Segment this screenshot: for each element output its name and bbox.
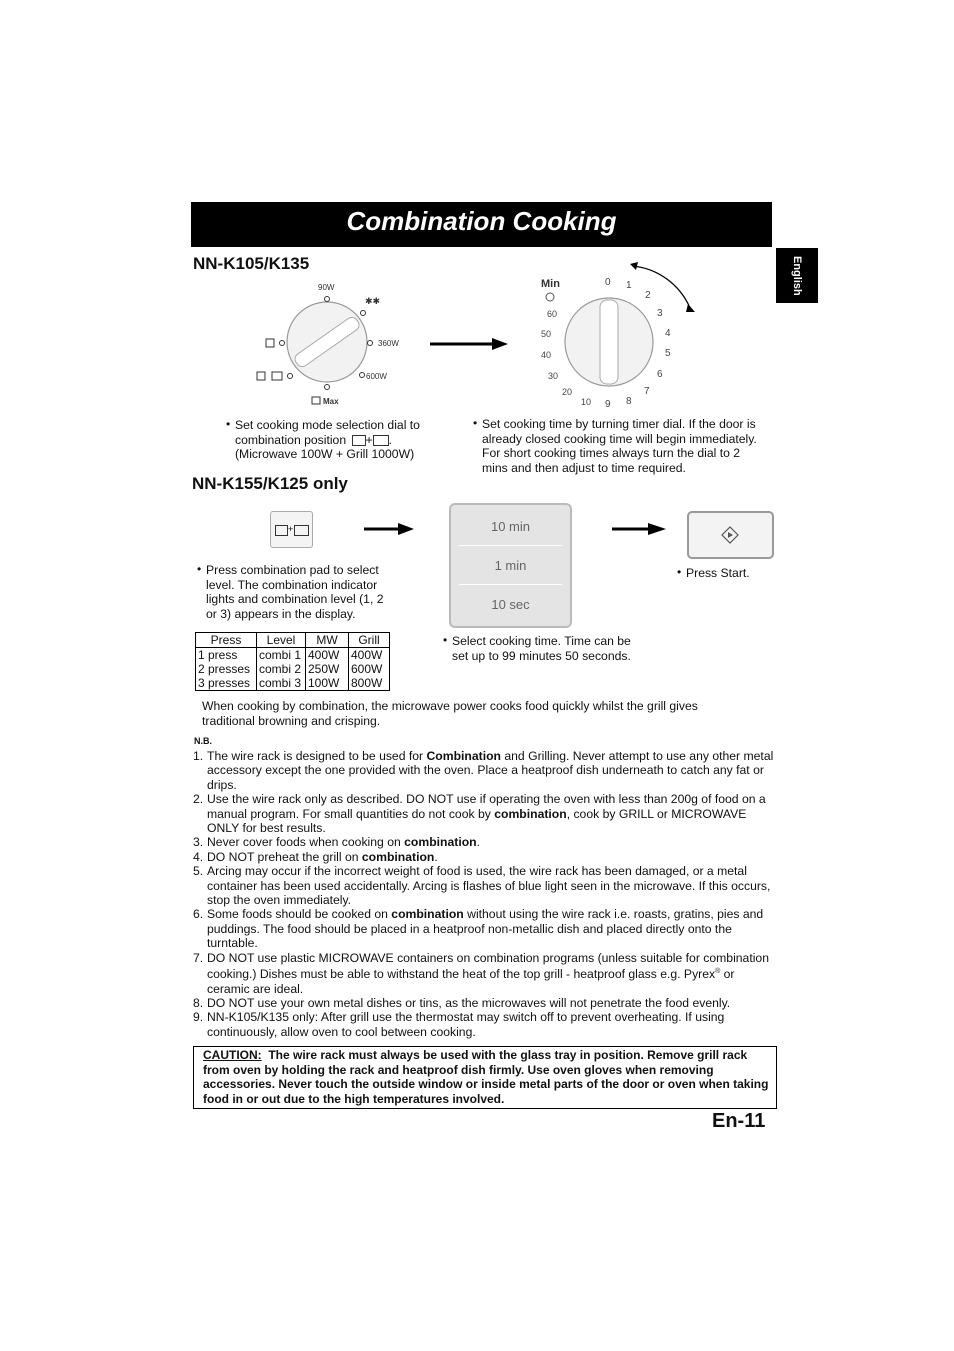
timer-number: 60: [547, 309, 558, 319]
timer-number: 40: [541, 350, 552, 360]
grill-icon: [294, 525, 309, 536]
page-title: Combination Cooking: [346, 206, 617, 236]
button-10-sec[interactable]: 10 sec: [491, 597, 530, 612]
timer-number: 5: [665, 348, 671, 359]
button-1-min[interactable]: 1 min: [494, 558, 527, 573]
timer-number: 0: [605, 277, 611, 288]
caution-label: CAUTION:: [203, 1048, 262, 1062]
table-cell: 100W: [306, 676, 349, 691]
bullet-icon: •: [473, 416, 478, 430]
time-buttons-panel: [449, 503, 572, 628]
table-cell: 800W: [349, 676, 390, 691]
nb-item-text: DO NOT use your own metal dishes or tins, as the microwaves will not penetrate the food evenly.: [207, 995, 731, 1010]
table-header: MW: [306, 633, 349, 648]
grill-icon: [373, 435, 389, 446]
defrost-icon: ✱✱: [365, 296, 381, 306]
timer-number: 50: [541, 329, 552, 339]
combination-pad-button[interactable]: +: [270, 511, 313, 548]
dial-label-360w: 360W: [378, 339, 399, 348]
divider: [459, 545, 562, 546]
nb-item-text: DO NOT use plastic MICROWAVE containers on combination programs (unless suitable for combination cooking.) Dishes must be able to withstand the heat of the top grill - heatproof glass e.g. Pyrex® or ceramic are ideal.: [207, 950, 769, 996]
note-select-time: • Select cooking time. Time can be set up to 99 minutes 50 seconds.: [443, 633, 631, 663]
table-cell: 3 presses: [196, 676, 257, 691]
nb-item-text: Never cover foods when cooking on combination.: [207, 835, 480, 850]
bullet-icon: •: [226, 417, 231, 431]
table-header: Level: [257, 633, 306, 648]
timer-number: 4: [665, 328, 671, 339]
dial-label-max: Max: [323, 397, 339, 406]
combination-levels-table: [195, 632, 390, 691]
dial-mark: [325, 297, 330, 302]
timer-number: 30: [548, 371, 559, 381]
bullet-icon: •: [677, 565, 682, 579]
arrow-icon: [364, 521, 416, 537]
table-cell: 2 presses: [196, 662, 257, 676]
caution-text: [203, 1048, 769, 1106]
dial-mark: [361, 311, 366, 316]
timer-number: 8: [626, 396, 632, 407]
table-cell: 400W: [306, 648, 349, 663]
dial-label-600w: 600W: [366, 372, 387, 381]
nb-item: [193, 792, 778, 835]
table-row: [196, 648, 390, 663]
nb-item-number: 7.: [193, 950, 204, 965]
nb-item-text: NN-K105/K135 only: After grill use the thermostat may switch off to prevent overheating. If using continuously, allow oven to cool between cooking.: [207, 1010, 725, 1039]
note-mode-dial: • Set cooking mode selection dial to combination position + . (Microwave 100W + Grill 1000W): [226, 417, 420, 461]
bullet-icon: •: [443, 633, 448, 647]
nb-item-number: 4.: [193, 849, 204, 864]
nb-item-number: 3.: [193, 835, 204, 850]
arrow-head-icon: [686, 304, 695, 312]
dial-mark: [288, 374, 293, 379]
microwave-icon: [352, 435, 366, 446]
microwave-icon: [275, 525, 288, 536]
microwave-icon: [312, 397, 320, 404]
nb-item-number: 9.: [193, 1010, 204, 1025]
arrow-icon: [612, 521, 668, 537]
nb-label: N.B.: [194, 736, 212, 746]
table-cell: 1 press: [196, 648, 257, 663]
table-cell: 600W: [349, 662, 390, 676]
table-row: [196, 662, 390, 676]
note-press-start: • Press Start.: [677, 565, 750, 580]
table-header: Press: [196, 633, 257, 648]
nb-item-number: 2.: [193, 792, 204, 807]
arrow-icon: [430, 336, 510, 352]
nb-item-number: 6.: [193, 907, 204, 922]
nb-item: [193, 835, 778, 849]
note-timer-dial: • Set cooking time by turning timer dial. If the door is already closed cooking time will begin immediately. For short cooking times always turn the dial to 2 mins and then adjust to time required.: [473, 416, 757, 475]
timer-number: 6: [657, 369, 663, 380]
model-heading-2: NN-K155/K125 only: [192, 474, 348, 493]
model-heading-1: NN-K105/K135: [193, 254, 310, 273]
timer-number: 3: [657, 308, 663, 319]
rotation-arrow: [633, 266, 690, 308]
nb-item: [193, 951, 778, 996]
nb-item: [193, 850, 778, 864]
intro-paragraph: When cooking by combination, the microwave power cooks food quickly whilst the grill gives traditional browning and crisping.: [202, 699, 698, 728]
table-header: Grill: [349, 633, 390, 648]
timer-label-min: Min: [541, 278, 560, 290]
language-tab-label: English: [791, 255, 803, 296]
button-10-min[interactable]: 10 min: [490, 519, 531, 534]
table-cell: 400W: [349, 648, 390, 663]
start-diamond-icon: [689, 513, 772, 557]
table-cell: combi 2: [257, 662, 306, 676]
dial-label-90w: 90W: [318, 283, 335, 292]
start-button[interactable]: [687, 511, 774, 559]
clock-icon: [546, 293, 554, 301]
timer-number: 20: [562, 387, 573, 397]
timer-number: 7: [644, 386, 650, 397]
nb-list: [193, 749, 778, 1039]
timer-number: 1: [626, 280, 632, 291]
table-header-row: [196, 633, 390, 648]
grill-icon: [272, 372, 282, 380]
nb-item-number: 1.: [193, 749, 204, 763]
timer-number: 9: [605, 399, 611, 410]
nb-item-text: Use the wire rack only as described. DO NOT use if operating the oven with less than 200g of food on a manual program. For small quantities do not cook by combination, cook by GRILL or MICROWAVE ONLY for best results.: [207, 792, 766, 836]
microwave-icon: [257, 372, 265, 380]
dial-knob: [600, 300, 618, 384]
nb-item-number: 5.: [193, 864, 204, 879]
page-number: En-11: [712, 1110, 766, 1132]
table-cell: 250W: [306, 662, 349, 676]
dial-mark: [360, 373, 365, 378]
nb-item-text: Some foods should be cooked on combination without using the wire rack i.e. roasts, gratins, pies and puddings. The food should be placed in a heatproof non-metallic dish and placed directly onto the turntable.: [207, 907, 764, 951]
nb-item: [193, 1010, 778, 1039]
nb-item: [193, 749, 778, 792]
table-row: [196, 676, 390, 691]
nb-item-text: The wire rack is designed to be used for Combination and Grilling. Never attempt to use any other metal accessory except the one provided with the oven. Place a heatproof dish underneath to catch any fat or drips.: [207, 749, 774, 792]
table-cell: combi 3: [257, 676, 306, 691]
dial-mark: [368, 341, 373, 346]
nb-item: [193, 864, 778, 907]
nb-item-number: 8.: [193, 995, 204, 1010]
grill-icon: [266, 339, 274, 347]
table-cell: combi 1: [257, 648, 306, 663]
nb-item-text: DO NOT preheat the grill on combination.: [207, 849, 438, 864]
bullet-icon: •: [197, 562, 202, 576]
nb-item-text: Arcing may occur if the incorrect weight of food is used, the wire rack has been damaged, or a metal container has been used accidentally. Arcing is flashes of blue light seen in the microwave. If this occurs, stop the oven immediately.: [207, 864, 771, 908]
dial-mark: [280, 341, 285, 346]
nb-item: [193, 907, 778, 950]
note-combination-pad: • Press combination pad to select level. The combination indicator lights and combination level (1, 2 or 3) appears in the display.: [197, 562, 384, 621]
caution-body: The wire rack must always be used with the glass tray in position. Remove grill rack from oven by holding the rack and heatproof dish firmly. Use oven gloves when removing accessories. Never touch the outside window or inside metal parts of the door or oven when taking food in or out due to the high temperatures involved.: [203, 1048, 769, 1106]
nb-item: [193, 996, 778, 1010]
timer-number: 10: [581, 397, 592, 407]
timer-number: 2: [645, 290, 651, 301]
arrow-head-icon: [630, 262, 638, 270]
dial-mark: [325, 385, 330, 390]
divider: [459, 584, 562, 585]
